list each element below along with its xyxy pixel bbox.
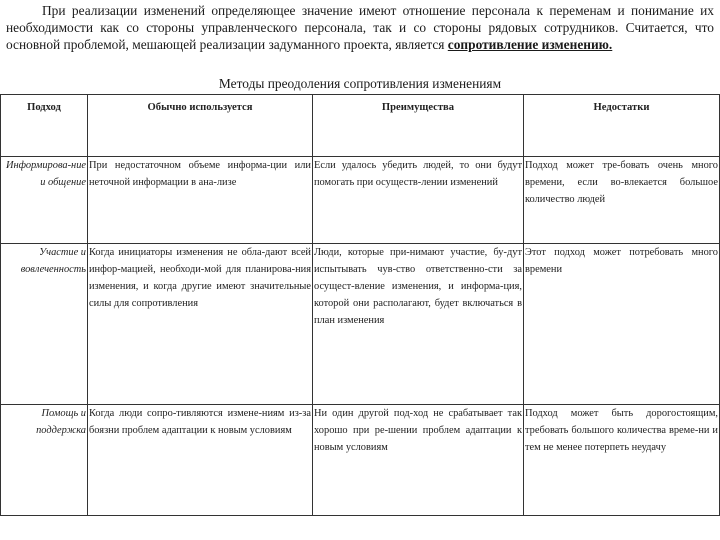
- table-row: [1, 405, 720, 516]
- row-used: При недостаточном объеме информа-ции или неточной информации в ана-лизе: [88, 157, 313, 244]
- table-title: Методы преодоления сопротивления изменениям: [218, 76, 502, 91]
- table-row: [1, 157, 720, 244]
- header-approach: Подход: [1, 95, 88, 157]
- table-header-row: [1, 95, 720, 157]
- intro-paragraph: [6, 2, 714, 53]
- intro-emphasis: сопротивление изменению.: [447, 37, 613, 52]
- row-disadvantages: Этот подход может потребовать много времени: [524, 244, 720, 405]
- row-approach: Помощь и поддержка: [1, 405, 88, 516]
- table-row: [1, 244, 720, 405]
- header-disadvantages: Недостатки: [524, 95, 720, 157]
- header-advantages: Преимущества: [313, 95, 524, 157]
- row-advantages: Ни один другой под-ход не срабатывает так хорошо при ре-шении проблем адаптации к новым условиям: [313, 405, 524, 516]
- header-used: Обычно используется: [88, 95, 313, 157]
- row-disadvantages: Подход может быть дорогостоящим, требовать большого количества време-ни и тем не менее потерпеть неудачу: [524, 405, 720, 516]
- row-used: Когда люди сопро-тивляются измене-ниям из-за боязни проблем адаптации к новым условиям: [88, 405, 313, 516]
- row-approach: Информирова-ние и общение: [1, 157, 88, 244]
- row-advantages: Люди, которые при-нимают участие, бу-дут испытывать чув-ство ответственно-сти за осущест-вление изменения, и информа-ция, которой они располагают, будет включаться в план изменения: [313, 244, 524, 405]
- intro-text: При реализации изменений определяющее значение имеют отношение персонала к переменам и понимание их необходимости как со стороны управленческого персонала, так и со стороны рядовых сотрудников. Считается, что основной проблемой, мешающей реализации задуманного проекта, является: [6, 3, 714, 52]
- methods-table: [0, 94, 720, 516]
- row-used: Когда инициаторы изменения не обла-дают всей инфор-мацией, необходи-мой для планирова-ния изменения, и когда другие имеют значительные силы для сопротивления: [88, 244, 313, 405]
- row-disadvantages: Подход может тре-бовать очень много времени, если во-влекается большое количество людей: [524, 157, 720, 244]
- row-approach: Участие и вовлеченность: [1, 244, 88, 405]
- row-advantages: Если удалось убедить людей, то они будут помогать при осуществ-лении изменений: [313, 157, 524, 244]
